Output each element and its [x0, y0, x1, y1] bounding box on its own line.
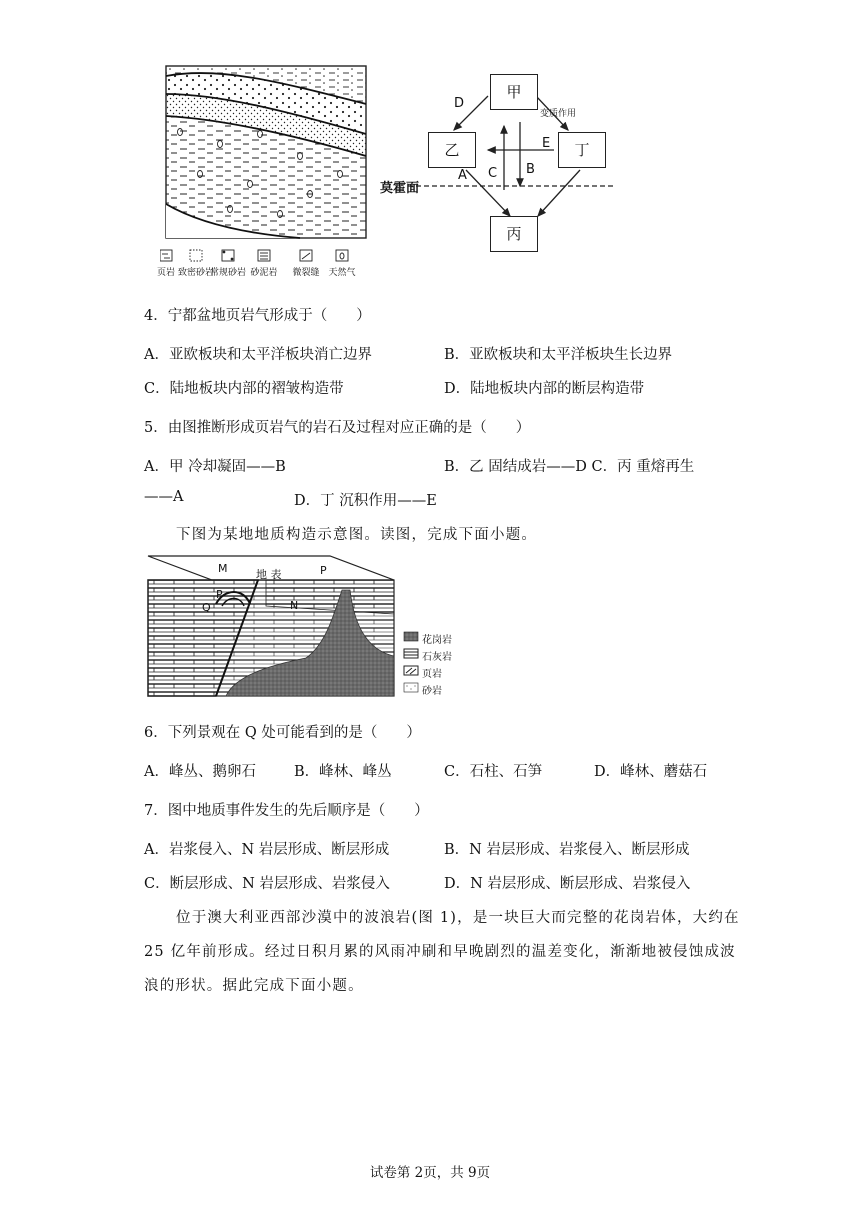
label-p-right: P	[320, 564, 327, 577]
strata-diagram	[160, 64, 378, 284]
question-4-stem: 4．宁都盆地页岩气形成于（ ）	[144, 308, 371, 324]
legend-microfracture: 微裂缝	[292, 268, 320, 278]
arrow-label-d: D	[454, 96, 465, 111]
geology-block-figure	[146, 554, 482, 698]
legend-limestone: 石灰岩	[422, 652, 452, 663]
arrow-label-c: C	[488, 166, 498, 181]
arrow-label-e: E	[542, 136, 551, 151]
question-7-option-c[interactable]: C．断层形成、N 岩层形成、岩浆侵入	[144, 876, 390, 892]
question-5-option-d[interactable]: D．丁 沉积作用——E	[294, 493, 437, 509]
question-6-option-a[interactable]: A．峰丛、鹅卵石	[144, 764, 256, 780]
intro-wave-rock-line-1: 位于澳大利亚西部沙漠中的波浪岩(图 1)，是一块巨大而完整的花岗岩体，大约在	[176, 910, 740, 926]
arrow-label-a: A	[458, 168, 467, 183]
intro-wave-rock-line-2: 25 亿年前形成。经过日积月累的风雨冲刷和早晚剧烈的温差变化，渐渐地被侵蚀成波	[144, 944, 736, 960]
rock-box-jia: 甲	[490, 74, 538, 110]
rock-cycle-figure	[378, 66, 628, 260]
question-6-stem: 6．下列景观在 Q 处可能看到的是（ ）	[144, 725, 421, 741]
question-7-stem: 7．图中地质事件发生的先后顺序是（ ）	[144, 803, 429, 819]
legend-granite: 花岗岩	[422, 635, 452, 646]
metamorphism-label: 变质作用	[540, 109, 577, 119]
question-4-option-c[interactable]: C．陆地板块内部的褶皱构造带	[144, 381, 344, 397]
question-5-option-bc[interactable]: B．乙 固结成岩——D C．丙 重熔再生	[444, 459, 695, 475]
question-6-option-d[interactable]: D．峰林、蘑菇石	[594, 764, 708, 780]
question-7-option-d[interactable]: D．N 岩层形成、断层形成、岩浆侵入	[444, 876, 691, 892]
intro-geology-structure: 下图为某地地质构造示意图。读图，完成下面小题。	[176, 527, 538, 543]
rock-box-bing: 丙	[490, 216, 538, 252]
question-5-option-c-cont: ——A	[144, 489, 184, 505]
label-p-left: P	[216, 588, 223, 601]
question-5-stem: 5．由图推断形成页岩气的岩石及过程对应正确的是（ ）	[144, 420, 531, 436]
label-q: Q	[202, 601, 211, 614]
label-m: M	[218, 562, 228, 575]
question-7-option-b[interactable]: B．N 岩层形成、岩浆侵入、断层形成	[444, 842, 690, 858]
legend-conventional-sandstone: 常规砂岩	[209, 268, 246, 278]
question-4-option-b[interactable]: B．亚欧板块和太平洋板块生长边界	[444, 347, 673, 363]
question-6-option-b[interactable]: B．峰林、峰丛	[294, 764, 392, 780]
page-footer: 试卷第 2页，共 9页	[369, 1165, 491, 1181]
question-6-option-c[interactable]: C．石柱、石笋	[444, 764, 543, 780]
question-7-option-a[interactable]: A．岩浆侵入、N 岩层形成、断层形成	[144, 842, 390, 858]
legend-shale: 页岩	[156, 268, 175, 278]
intro-wave-rock-line-3: 浪的形状。据此完成下面小题。	[144, 978, 364, 994]
rock-box-yi: 乙	[428, 132, 476, 168]
legend-sandstone: 砂岩	[422, 686, 442, 697]
legend-shale-3: 页岩	[422, 669, 442, 680]
rock-box-ding: 丁	[558, 132, 606, 168]
strata-figure	[156, 64, 378, 284]
label-n: N	[290, 599, 299, 612]
legend-natural-gas: 天然气	[328, 268, 356, 278]
moho-label: 莫霍面	[380, 181, 420, 196]
question-4-option-a[interactable]: A．亚欧板块和太平洋板块消亡边界	[144, 347, 372, 363]
question-4-option-d[interactable]: D．陆地板块内部的断层构造带	[444, 381, 645, 397]
question-5-option-a[interactable]: A．甲 冷却凝固——B	[144, 459, 286, 475]
label-surface: 地 表	[256, 568, 282, 581]
arrow-label-b: B	[526, 162, 535, 177]
legend-sandy-mudstone: 砂泥岩	[250, 268, 278, 278]
legend-tight-sandstone: 致密砂岩	[177, 268, 214, 278]
